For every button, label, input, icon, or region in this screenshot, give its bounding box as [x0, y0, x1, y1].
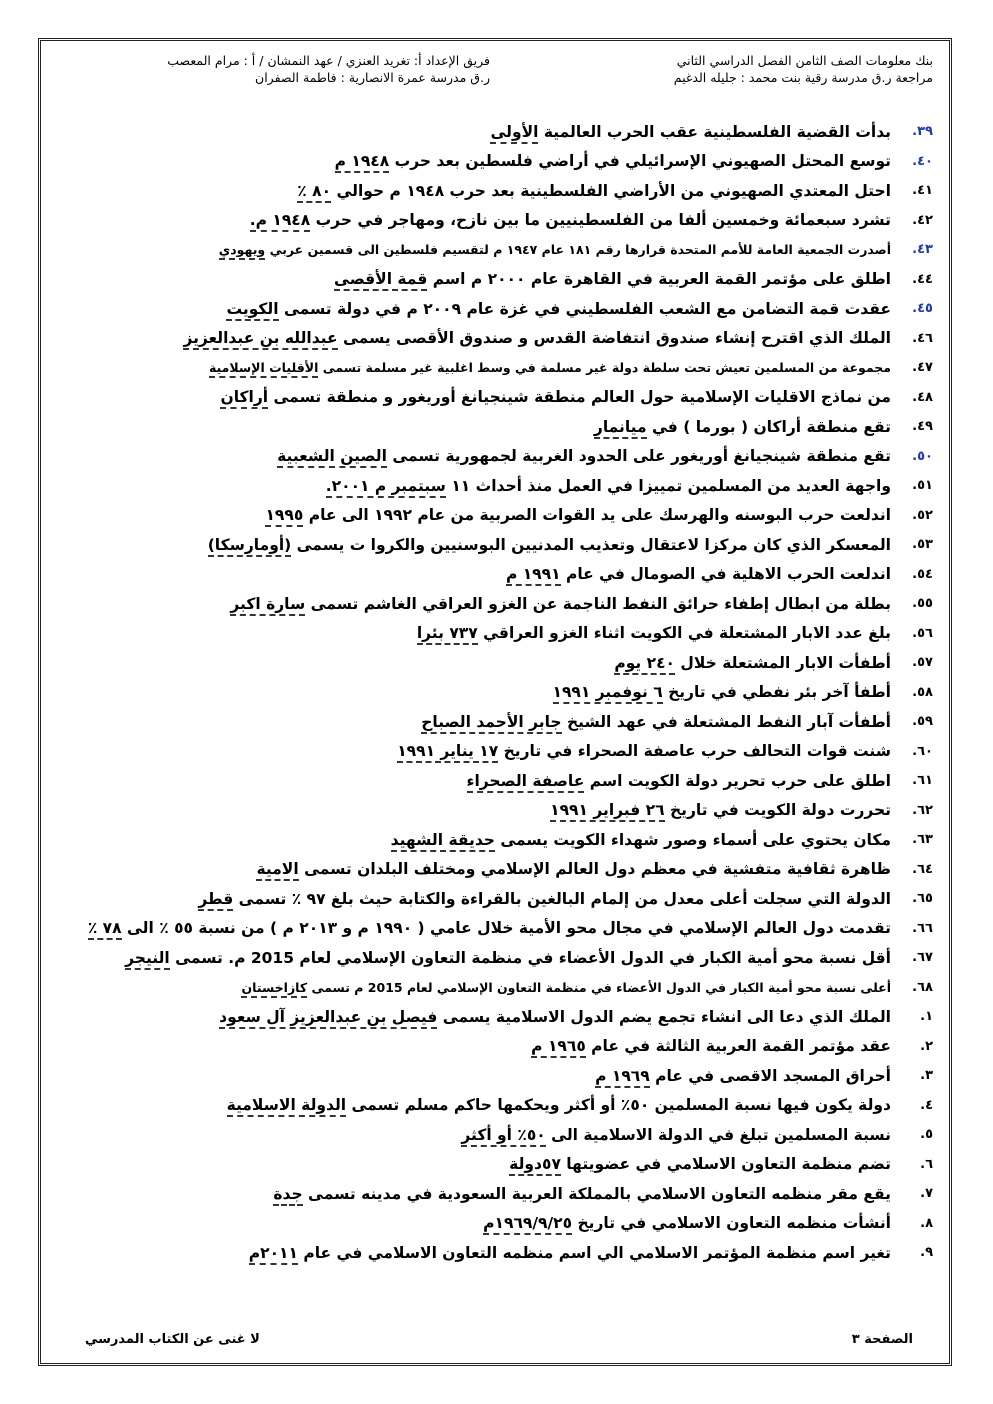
item-text [326, 477, 891, 495]
list-item [103, 707, 933, 737]
item-text [594, 418, 891, 436]
item-answer: سبتمبر م ٢٠٠١. [326, 477, 446, 498]
item-answer: ١٩٦٩ م [595, 1067, 650, 1088]
list-item [103, 973, 933, 1003]
header-title: بنك معلومات الصف الثامن الفصل الدراسي الثاني [676, 53, 933, 68]
item-text [417, 624, 891, 642]
item-number: ٥٩. [912, 714, 933, 730]
item-number: ٢. [920, 1038, 933, 1054]
item-answer: ٧٨ ٪ [88, 919, 122, 940]
item-question: عقدت قمة التضامن مع الشعب الفلسطيني في غزة عام ٢٠٠٩ م في دولة تسمى [278, 299, 891, 318]
list-item [103, 619, 933, 649]
item-answer: ١٩٩٥ [265, 506, 303, 527]
item-question: تحررت دولة الكويت في تاريخ [664, 801, 891, 820]
item-number: ٩. [920, 1245, 933, 1261]
item-number: ٦٦. [912, 920, 933, 936]
item-question: الملك الذي دعا الى انشاء تجمع يضم الدول الاسلامية يسمى [437, 1007, 891, 1026]
item-answer: ٦ نوفمبر ١٩٩١ [553, 683, 663, 704]
list-item [103, 1150, 933, 1180]
item-question: اطلق على حرب تحرير دولة الكويت اسم [584, 771, 891, 790]
item-text [249, 1244, 891, 1262]
item-answer: أراكان [220, 388, 268, 409]
item-question: بدأت القضية الفلسطينية عقب الحرب العالمية [538, 122, 891, 141]
item-answer: الأولى [490, 123, 538, 144]
item-question: تقع منطقة شينجيانغ أوريغور على الحدود الغربية لجمهورية تسمى [386, 447, 891, 466]
item-question: أقل نسبة محو أمية الكبار في الدول الأعضاء في منظمة التعاون الإسلامي لعام 2015 م. تسمى [169, 948, 891, 967]
list-item [103, 265, 933, 295]
item-text [256, 860, 891, 878]
list-item [103, 766, 933, 796]
item-text [335, 152, 891, 170]
item-answer: حديقة الشهيد [391, 831, 495, 852]
item-question: أطفأت الابار المشتعلة خلال [675, 653, 891, 672]
header-right [543, 52, 933, 86]
list-item [103, 1209, 933, 1239]
list-item [103, 353, 933, 383]
list-item [103, 1238, 933, 1268]
item-text [265, 506, 891, 524]
item-answer: النيجر [125, 949, 170, 970]
item-number: ٥٧. [912, 655, 933, 671]
list-item [103, 678, 933, 708]
item-question: شنت قوات التحالف حرب عاصفة الصحراء في تاريخ [498, 742, 891, 761]
list-item [103, 1120, 933, 1150]
item-answer: ١٩٩١ م [506, 565, 561, 586]
item-number: ٤١. [912, 183, 933, 199]
item-question: تشرد سبعمائة وخمسين ألفا من الفلسطينيين ما بين نازح، ومهاجر في حرب [310, 211, 891, 230]
item-question: اندلعت حرب البوسنه والهرسك على يد القوات الصربية من عام ١٩٩٢ الى عام [303, 506, 891, 525]
item-question: يقع مقر منظمه التعاون الاسلامي بالمملكة العربية السعودية في مدينه تسمى [302, 1184, 891, 1203]
item-question: من نماذج الاقليات الإسلامية حول العالم منطقة شينجيانغ أوريغور و منطقة تسمى [268, 388, 891, 407]
item-number: ٦. [920, 1156, 933, 1172]
item-text [219, 242, 891, 257]
list-item [103, 648, 933, 678]
list-item [103, 1061, 933, 1091]
page-number: الصفحة ٣ [851, 1332, 913, 1347]
item-number: ٦٢. [912, 802, 933, 818]
list-item [103, 442, 933, 472]
item-answer: ويهودي [219, 242, 265, 260]
item-text [421, 713, 891, 731]
item-answer: ٥٧دولة [509, 1155, 561, 1176]
item-text [509, 1155, 891, 1173]
item-text [553, 683, 891, 701]
item-number: ٦٧. [912, 950, 933, 966]
item-text [125, 949, 891, 967]
item-answer: الصين الشعبية [277, 447, 387, 468]
list-item [103, 117, 933, 147]
item-answer: ٧٣٧ بئرا [417, 624, 478, 645]
item-question: أطفأت آبار النفط المشتعلة في عهد الشيخ [561, 712, 891, 731]
list-item [103, 294, 933, 324]
item-number: ٥. [920, 1127, 933, 1143]
list-item [87, 914, 933, 944]
list-item [103, 589, 933, 619]
item-number: ٥٣. [912, 537, 933, 553]
item-text [483, 1214, 891, 1232]
item-text [273, 1185, 891, 1203]
item-text [230, 595, 891, 613]
list-item [103, 560, 933, 590]
item-answer: (أومارسكا) [208, 536, 292, 557]
item-text [208, 536, 891, 554]
list-item [103, 324, 933, 354]
item-question: مكان يحتوي على أسماء وصور شهداء الكويت يسمى [494, 830, 891, 849]
item-text [550, 801, 891, 819]
item-answer: الكويت [226, 300, 278, 321]
item-answer: ١٩٦٥ م [531, 1037, 586, 1058]
item-answer: كازاخستان [241, 980, 307, 998]
item-number: ٦٠. [912, 743, 933, 759]
item-answer: جابر الأحمد الصباح [421, 713, 561, 734]
list-item [103, 737, 933, 767]
item-question: احتل المعتدي الصهيوني من الأراضي الفلسطينية بعد حرب ١٩٤٨ م حوالي [331, 181, 891, 200]
item-text [250, 211, 891, 229]
item-number: ٥١. [912, 478, 933, 494]
item-question: مجموعة من المسلمين تعيش تحت سلطة دولة غير مسلمة في وسط اغلبية غير مسلمة تسمى [318, 360, 891, 376]
list-item [103, 796, 933, 826]
item-answer: ٢٤٠ يوم [614, 654, 675, 675]
item-question: واجهة العديد من المسلمين تمييزا في العمل منذ أحداث ١١ [445, 476, 891, 495]
item-text [198, 890, 891, 908]
item-question: دولة يكون فيها نسبة المسلمين ٥٠٪ أو أكثر ويحكمها حاكم مسلم تسمى [346, 1096, 891, 1115]
list-item [103, 1091, 933, 1121]
item-question: الملك الذي اقترح إنشاء صندوق انتفاضة القدس و صندوق الأقصى يسمى [337, 329, 891, 348]
item-number: ٣٩. [912, 124, 933, 140]
item-number: ٥٨. [912, 684, 933, 700]
item-question: الدولة التي سجلت أعلى معدل من إلمام البالغين بالقراءة والكتابة حيث بلغ ٩٧ ٪ تسمى [233, 889, 891, 908]
item-number: ٥٢. [912, 507, 933, 523]
list-item [103, 1002, 933, 1032]
item-answer: ٥٠٪ أو أكثر [461, 1126, 545, 1147]
item-question: تقدمت دول العالم الإسلامي في مجال محو الأمية خلال عامي ( ١٩٩٠ م و ٢٠١٣ م ) من نسبة ٥٥ ٪ الى [121, 919, 891, 938]
item-number: ٦٤. [912, 861, 933, 877]
item-answer: سارة اكبر [230, 595, 305, 616]
item-question: تغير اسم منظمة المؤتمر الاسلامي الي اسم منظمه التعاون الاسلامي في عام [297, 1243, 891, 1262]
item-answer: ١٩٤٨ م [335, 152, 390, 173]
item-number: ٥٤. [912, 566, 933, 582]
item-answer: ميانمار [594, 418, 647, 439]
item-answer: الأقليات الإسلامية [209, 360, 318, 378]
item-number: ٤٦. [912, 330, 933, 346]
item-question: عقد مؤتمر القمة العربية الثالثة في عام [585, 1037, 891, 1056]
item-question: اندلعت الحرب الاهلية في الصومال في عام [560, 565, 891, 584]
item-number: ٤٥. [912, 301, 933, 317]
item-question: أعلى نسبة محو أمية الكبار في الدول الأعضاء في منظمة التعاون الإسلامي لعام 2015 م تسمى [307, 979, 891, 995]
item-text [220, 388, 891, 406]
list-item [103, 884, 933, 914]
item-number: ٤٣. [912, 242, 933, 258]
item-answer: ١٧ يناير ١٩٩١ [397, 742, 498, 763]
header-team: فريق الإعداد أ: تغريد العنزي / عهد النمشان / أ : مرام المعصب [167, 53, 490, 68]
list-item [103, 1179, 933, 1209]
item-text [397, 742, 891, 760]
item-question: اطلق على مؤتمر القمة العربية في القاهرة عام ٢٠٠٠ م اسم [427, 270, 891, 289]
footer-slogan: لا غنى عن الكتاب المدرسي [85, 1332, 260, 1347]
item-number: ٥٦. [912, 625, 933, 641]
item-question: توسع المحتل الصهيوني الإسرائيلي في أراضي فلسطين بعد حرب [389, 152, 891, 171]
list-item [103, 176, 933, 206]
item-number: ٦٣. [912, 832, 933, 848]
list-item [103, 943, 933, 973]
list-item [103, 147, 933, 177]
item-question: تضم منظمة التعاون الاسلامي في عضويتها [560, 1155, 891, 1174]
header-review: مراجعة ر.ق مدرسة رقية بنت محمد : جليله الدغيم [673, 70, 933, 85]
item-text [277, 447, 891, 465]
item-question: أحراق المسجد الاقصى في عام [649, 1066, 891, 1085]
item-question: بطلة من ابطال إطفاء حرائق النفط الناجمة عن الغزو العراقي الغاشم تسمى [305, 594, 891, 613]
item-number: ٤٤. [912, 271, 933, 287]
item-number: ٦١. [912, 773, 933, 789]
question-list [87, 117, 933, 1268]
item-number: ٣. [920, 1068, 933, 1084]
header-left [120, 52, 490, 86]
item-number: ٤٧. [912, 360, 933, 376]
list-item [103, 412, 933, 442]
list-item [103, 471, 933, 501]
item-question: أطفأ آخر بئر نفطي في تاريخ [662, 683, 891, 702]
item-text [88, 919, 891, 937]
item-text [467, 772, 891, 790]
item-answer: ٢٠١١م [249, 1244, 298, 1265]
list-item [103, 501, 933, 531]
item-number: ٨. [920, 1215, 933, 1231]
item-answer: قطر [198, 890, 233, 911]
item-text [297, 182, 891, 200]
item-number: ٤. [920, 1097, 933, 1113]
item-question: نسبة المسلمين تبلغ في الدولة الاسلامية الى [545, 1125, 891, 1144]
item-text [595, 1067, 891, 1085]
item-number: ٥٠. [912, 448, 933, 464]
item-text [490, 123, 891, 141]
item-number: ٦٥. [912, 891, 933, 907]
item-text [241, 980, 891, 995]
list-item [103, 383, 933, 413]
item-number: ٧. [920, 1186, 933, 1202]
item-answer: عاصفة الصحراء [467, 772, 585, 793]
item-text [183, 329, 891, 347]
list-item [103, 855, 933, 885]
item-answer: الدولة الاسلامية [227, 1096, 347, 1117]
item-answer: ١٩٤٨ م. [250, 211, 311, 232]
item-number: ١. [920, 1009, 933, 1025]
list-item [103, 206, 933, 236]
item-answer: الامية [256, 860, 298, 881]
item-number: ٤٨. [912, 389, 933, 405]
item-text [461, 1126, 891, 1144]
item-text [531, 1037, 891, 1055]
item-text [219, 1008, 891, 1026]
list-item [103, 825, 933, 855]
item-number: ٤٠. [912, 153, 933, 169]
item-text [334, 270, 891, 288]
item-question: ظاهرة ثقافية متفشية في معظم دول العالم الإسلامي ومختلف البلدان تسمى [298, 860, 891, 879]
item-answer: قمة الأقصى [334, 270, 427, 291]
item-number: ٥٥. [912, 596, 933, 612]
item-answer: فيصل بن عبدالعزيز آل سعود [219, 1008, 437, 1029]
item-text [227, 1096, 891, 1114]
item-answer: ١٩٦٩/٩/٢٥م [483, 1214, 572, 1235]
item-answer: جدة [273, 1185, 302, 1206]
item-question: أصدرت الجمعية العامة للأمم المتحدة قرارها رقم ١٨١ عام ١٩٤٧ م لتقسيم فلسطين الى قسمين عربي [265, 242, 891, 258]
item-text [614, 654, 891, 672]
item-answer: ٨٠ ٪ [297, 182, 331, 203]
list-item [103, 235, 933, 265]
item-answer: عبدالله بن عبدالعزيز [183, 329, 337, 350]
list-item [103, 1032, 933, 1062]
item-text [209, 360, 891, 375]
item-question: أنشأت منظمه التعاون الاسلامي في تاريخ [572, 1214, 891, 1233]
item-number: ٤٩. [912, 419, 933, 435]
item-number: ٤٢. [912, 212, 933, 228]
item-number: ٦٨. [912, 979, 933, 995]
item-text [226, 300, 891, 318]
item-text [391, 831, 891, 849]
list-item [103, 530, 933, 560]
item-question: تقع منطقة أراكان ( بورما ) في [646, 417, 891, 436]
item-question: المعسكر الذي كان مركزا لاعتقال وتعذيب المدنيين البوسنيين والكروا ت يسمى [291, 535, 891, 554]
item-text [506, 565, 891, 583]
item-answer: ٢٦ فبراير ١٩٩١ [550, 801, 664, 822]
header-school: ر.ق مدرسة عمرة الانصارية : فاطمة الصفران [255, 70, 490, 85]
item-question: بلغ عدد الابار المشتعلة في الكويت اثناء الغزو العراقي [477, 624, 891, 643]
